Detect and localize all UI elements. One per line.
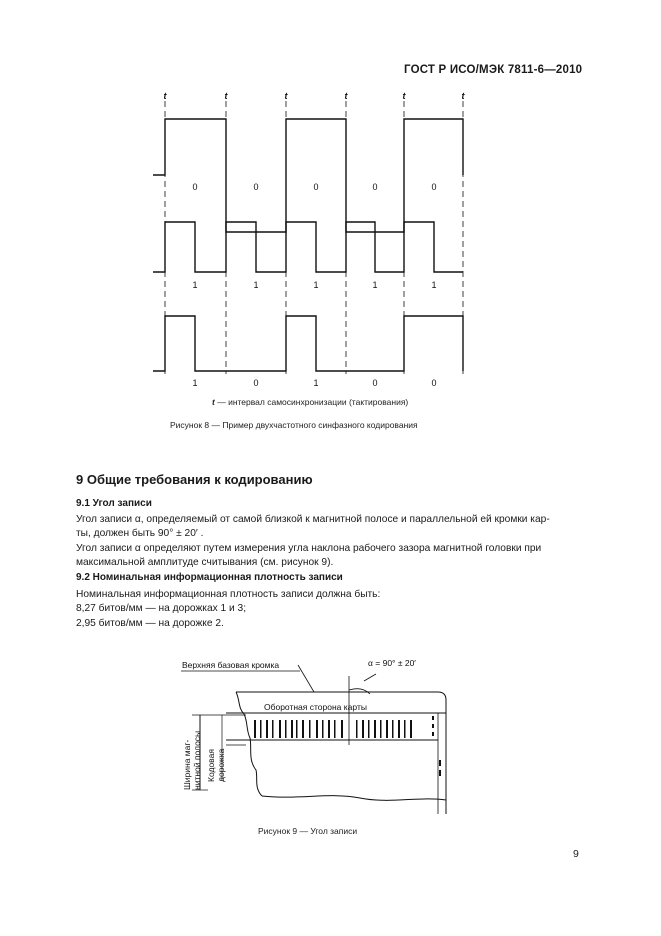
- stripe-width-label: Ширина маг-: [182, 739, 192, 790]
- sync-interval-lines: [165, 101, 463, 374]
- legend-text: — интервал самосинхронизации (тактирования): [214, 397, 409, 407]
- bit-label: 0: [372, 378, 378, 388]
- card-torn-bottom: [262, 796, 446, 801]
- figure-9-caption: Рисунок 9 — Угол записи: [258, 826, 358, 836]
- text-line: ты, должен быть 90° ± 20′ .: [76, 528, 204, 540]
- figure-8-legend: [212, 397, 408, 407]
- bit-label: 1: [253, 280, 259, 290]
- bit-label: 1: [192, 378, 198, 388]
- t-marker: t: [344, 91, 348, 101]
- track-label: Кодовая: [206, 749, 216, 782]
- figure-9-recording-angle-diagram: [170, 648, 460, 828]
- bit-label: 0: [253, 378, 259, 388]
- bit-label: 1: [192, 280, 198, 290]
- t-marker: t: [163, 91, 167, 101]
- bit-label: 0: [431, 378, 437, 388]
- figure-8-waveform-diagram: [140, 84, 480, 414]
- recorded-bits: [254, 716, 441, 776]
- bit-label: 1: [313, 280, 319, 290]
- bit-label: 1: [431, 280, 437, 290]
- text-line: Угол записи α определяют путем измерения угла наклона рабочего зазора магнитной головки при: [76, 543, 542, 554]
- legend-symbol: t: [212, 397, 215, 407]
- bit-label: 0: [431, 182, 437, 192]
- t-marker: t: [224, 91, 228, 101]
- top-edge-label: Верхняя базовая кромка: [182, 660, 280, 670]
- document-header: ГОСТ Р ИСО/МЭК 7811-6—2010: [404, 64, 583, 76]
- t-marker: t: [284, 91, 288, 101]
- stripe-width-label: нитной полосы: [192, 730, 202, 790]
- waveform-row-2: [153, 222, 463, 272]
- figure-8-caption: Рисунок 8 — Пример двухчастотного синфазного кодирования: [170, 420, 418, 430]
- page-number: 9: [573, 848, 579, 860]
- track-label: дорожка: [216, 748, 226, 782]
- text-line: 8,27 битов/мм — на дорожках 1 и 3;: [76, 603, 247, 615]
- waveform-row-1: [153, 119, 463, 232]
- subsection-9-1-title: 9.1 Угол записи: [76, 498, 152, 509]
- subsection-9-2-title: 9.2 Номинальная информационная плотность записи: [76, 572, 343, 583]
- text-line: Угол записи α, определяемый от самой близкой к магнитной полосе и параллельной ей кромки кар-: [76, 514, 550, 525]
- bit-label: 1: [313, 378, 319, 388]
- t-marker: t: [461, 91, 465, 101]
- angle-label: α = 90° ± 20′: [368, 658, 416, 668]
- bit-label: 0: [192, 182, 198, 192]
- text-line: 2,95 битов/мм — на дорожке 2.: [76, 617, 224, 629]
- bit-label: 1: [372, 280, 378, 290]
- paragraph-9-2: [76, 588, 380, 631]
- paragraph-9-1-b: [76, 542, 584, 571]
- bit-label: 0: [372, 182, 378, 192]
- paragraph-9-1-a: [76, 513, 584, 542]
- text-line: максимальной амплитуде считывания (см. рисунок 9).: [76, 557, 334, 569]
- t-marker: t: [402, 91, 406, 101]
- bit-label: 0: [253, 182, 259, 192]
- text-line: Номинальная информационная плотность записи должна быть:: [76, 589, 381, 600]
- waveform-row-3: [153, 316, 463, 371]
- back-side-label: Оборотная сторона карты: [264, 702, 367, 712]
- bit-label: 0: [313, 182, 319, 192]
- section-9-title: 9 Общие требования к кодированию: [76, 472, 313, 487]
